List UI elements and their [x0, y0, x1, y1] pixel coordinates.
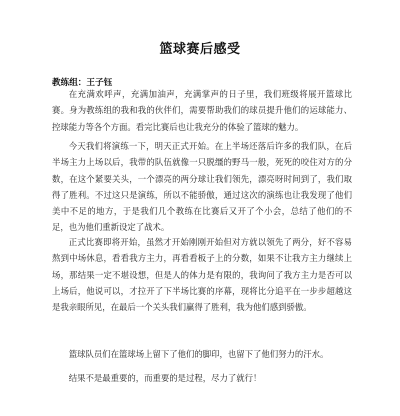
author-line: 教练组：王子钰	[52, 78, 113, 88]
paragraph-5: 结果不是最重要的，而重要的是过程，尽力了就行！	[68, 373, 262, 383]
document-title: 篮球赛后感受	[159, 42, 241, 57]
paragraph-2: 今天我们将演练一下，明天正式开始。在上半场还落后许多的我们队，在后半场主力上场以后，我带的队伍就像一只脱缰的野马一般，死死的咬住对方的分数，在这个紧要关头，一个漂亮的两分球让我们领先，漂亮呀时间到了，我们取得了胜利。不过这只是演练，所以不能骄傲，通过这次的演练也让我发现了他们美中不足的地方，于是我们几个教练在比赛后又开了个小会，总结了他们的不足，也为他们重新设定了战术。	[52, 141, 352, 233]
paragraph-1: 在充满欢呼声，充满加油声，充满掌声的日子里，我们班级将展开篮球比赛。身为教练组的我和我的伙伴们，需要帮助我们的球员提升他们的运球能力、控球能力等各个方面。看完比赛后也让我充分的体验了篮球的魅力。	[52, 89, 352, 132]
paragraph-4: 篮球队员们在篮球场上留下了他们的脚印，也留下了他们努力的汗水。	[68, 349, 329, 359]
paragraph-3: 正式比赛即将开始，虽然才开始刚刚开始但对方就以领先了两分，好不容易熬到中场休息，看看我方主力，再看看板子上的分数，如果不让我方主力继续上场，那结果一定不堪设想，但是人的体力是有限的，我询问了我方主力是否可以上场后，他说可以，才拉开了下半场比赛的序幕，现将比分追平在一步步超越这是我亲眼所见，在最后一个关头我们赢得了胜利，我为他们感到骄傲。	[52, 237, 352, 313]
